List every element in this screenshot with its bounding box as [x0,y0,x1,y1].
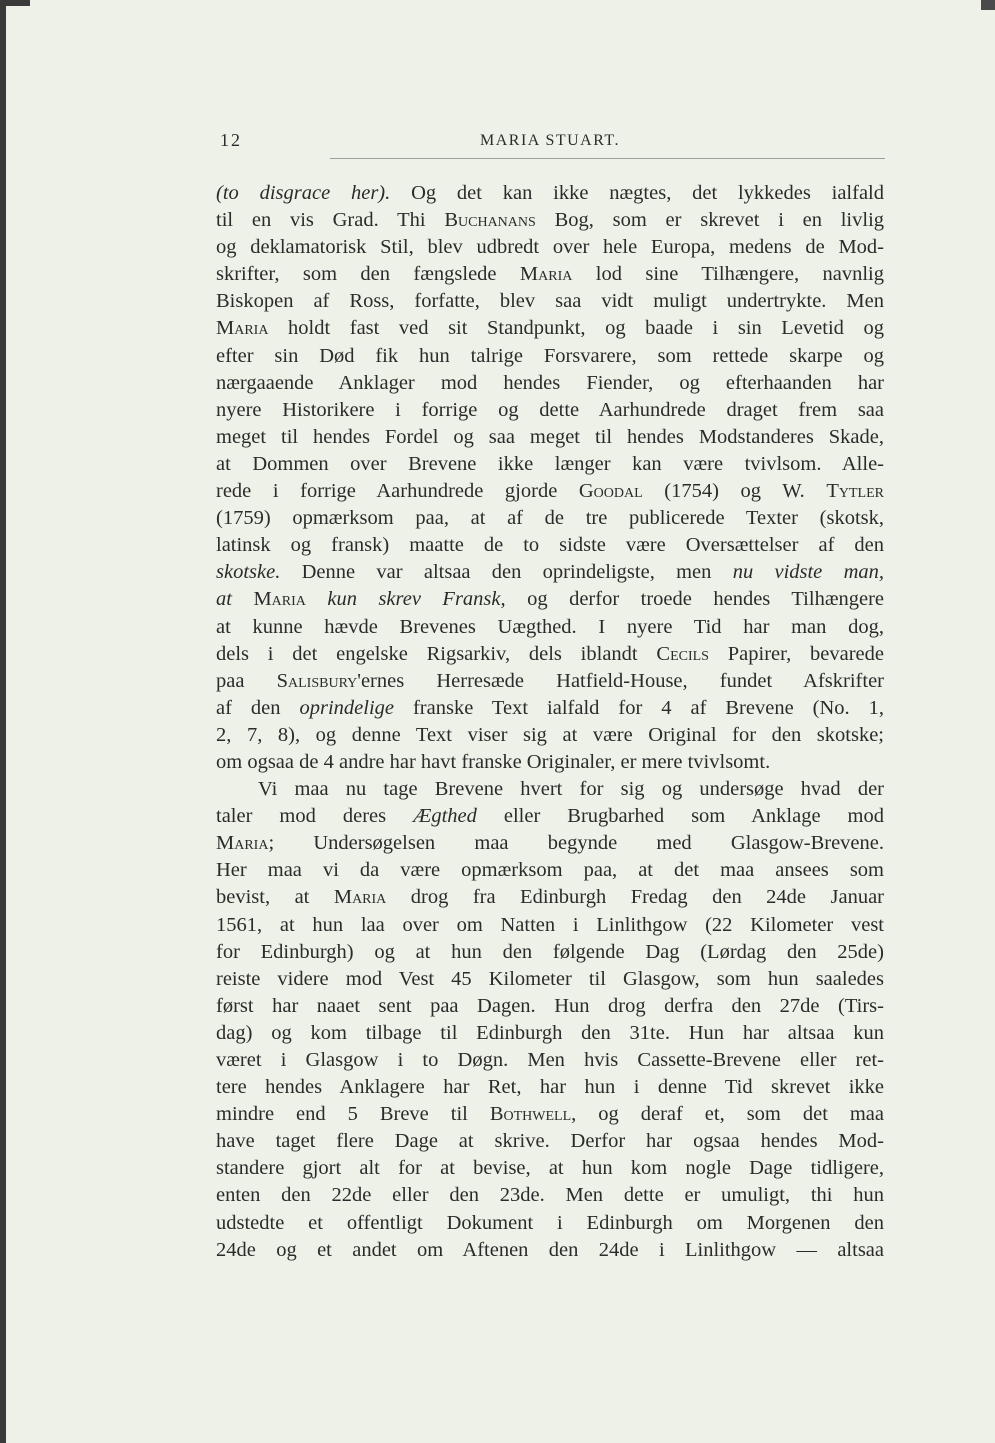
text-run: om ogsaa de 4 andre har havt franske Originaler, er mere tvivlsomt. [216,750,771,773]
small-caps-name: Salisbury [276,669,358,692]
text-run: lod sine Tilhængere, navnlig [595,263,884,286]
text-run: Vi maa nu tage Brevene hvert for sig og undersøge hvad der [258,778,884,801]
text-run: (1754) og W. [664,480,827,503]
text-run: tere hendes Anklagere har Ret, har hun i denne Tid skrevet ikke [216,1076,884,1099]
text-run: ; Undersøgelsen maa begynde med Glasgow-Brevene. [268,832,884,855]
text-run: rede i forrige Aarhundrede gjorde [216,480,579,503]
small-caps-name: Buchanans [444,209,536,232]
text-line [216,1155,884,1182]
italic-text: kun skrev Fransk, [327,588,506,611]
text-run: holdt fast ved sit Standpunkt, og baade i sin Levetid og [288,317,884,340]
text-run: Her maa vi da være opmærksom paa, at det maa ansees som [216,859,884,882]
text-run: latinsk og fransk) maatte de to sidste være Oversættelser af den [216,534,884,557]
text-run: udstedte et offentligt Dokument i Edinburgh om Morgenen den [216,1211,884,1234]
small-caps-name: Bothwell [489,1103,572,1126]
small-caps-name: Tytler [826,480,884,503]
text-run: af den [216,696,300,719]
text-run: 1561, at hun laa over om Natten i Linlithgow (22 Kilometer vest [216,913,884,936]
italic-text: at [216,588,254,611]
text-run: franske Text ialfald for 4 af Brevene (No. 1, [412,696,884,719]
running-title: MARIA STUART. [479,132,621,149]
text-run: og derfor troede hendes Tilhængere [527,588,884,611]
text-run: nærgaaende Anklager mod hendes Fiender, og efterhaanden har [216,371,884,394]
text-line [216,803,884,830]
small-caps-name: Goodal [578,480,643,503]
text-line [216,1210,884,1237]
text-line [216,586,884,613]
text-line [216,1020,884,1047]
text-line [216,207,884,234]
text-line [216,857,884,884]
text-line [216,641,884,668]
text-run: at Dommen over Brevene ikke længer kan være tvivlsom. Alle- [216,452,884,475]
text-run: dels i det engelske Rigsarkiv, dels iblandt [216,642,657,665]
text-line [216,478,884,505]
text-line [216,424,884,451]
text-run: 2, 7, 8), og denne Text viser sig at være Original for den skotske; [216,723,884,746]
text-run: til en vis Grad. Thi [216,209,445,232]
small-caps-name: Maria [253,588,306,611]
text-run: mindre end 5 Breve til [216,1103,490,1126]
text-run: meget til hendes Fordel og saa meget til hendes Modstanderes Skade, [216,425,884,448]
text-line [216,830,884,857]
text-run: Biskopen af Ross, forfatte, blev saa vidt muligt undertrykte. Men [216,290,884,313]
text-line [216,234,884,261]
text-run: 'ernes Herresæde Hatfield-House, fundet Afskrifter [357,669,884,692]
small-caps-name: Maria [216,317,269,340]
small-caps-name: Cecils [656,642,709,665]
text-line [216,993,884,1020]
text-line [216,776,884,803]
text-line [216,532,884,559]
text-line [216,722,884,749]
text-line [216,884,884,911]
text-line [216,912,884,939]
text-run: drog fra Edinburgh Fredag den 24de Januar [410,886,884,909]
text-run: skrifter, som den fængslede [216,263,520,286]
text-line [216,397,884,424]
text-line [216,1128,884,1155]
text-run: Papirer, bevarede [727,642,884,665]
italic-text: (to disgrace her). [216,182,391,204]
text-run: for Edinburgh) og at hun den følgende Dag (Lørdag den 25de) [216,940,884,963]
text-run: nyere Historikere i forrige og dette Aarhundrede draget frem saa [216,398,884,421]
italic-text: skotske. [216,561,281,584]
scan-corner-mark [981,0,995,10]
small-caps-name: Maria [216,832,269,855]
text-run: Og det kan ikke nægtes, det lykkedes ialfald [411,182,884,204]
small-caps-name: Maria [519,263,573,286]
text-run: taler mod deres [216,805,414,828]
page-header [218,126,882,156]
text-run: bevist, at [216,886,334,909]
text-run: eller Brugbarhed som Anklage mod [503,805,884,828]
text-line [216,261,884,288]
italic-text: Ægthed [413,805,477,828]
text-run: (1759) opmærksom paa, at af de tre publicerede Texter (skotsk, [216,507,884,530]
text-line [216,315,884,342]
text-run: Denne var altsaa den oprindeligste, men [301,561,733,584]
text-run: og deklamatorisk Stil, blev udbredt over hele Europa, medens de Mod- [216,236,884,259]
text-run: 24de og et andet om Aftenen den 24de i Linlithgow — altsaa [216,1238,884,1261]
text-line [216,614,884,641]
text-run: dag) og kom tilbage til Edinburgh den 31te. Hun har altsaa kun [216,1021,884,1044]
text-run: paa [216,669,277,692]
page-number: 12 [220,130,242,150]
text-line [216,1182,884,1209]
header-rule [330,158,885,159]
text-line [216,451,884,478]
text-line [216,668,884,695]
text-line [216,1237,884,1264]
scan-top-edge [0,0,30,6]
body-text [216,180,884,1264]
scan-left-edge [0,0,6,1443]
italic-text: oprindelige [299,696,394,719]
text-line [216,939,884,966]
text-run: været i Glasgow i to Døgn. Men hvis Cassette-Brevene eller ret- [216,1049,884,1071]
text-line [216,966,884,993]
text-line [216,1074,884,1101]
text-run: reiste videre mod Vest 45 Kilometer til Glasgow, som hun saaledes [216,967,884,990]
text-line [216,1101,884,1128]
text-line [216,180,884,207]
text-run: standere gjort alt for at bevise, at hun kom nogle Dage tidligere, [216,1157,884,1180]
small-caps-name: Maria [333,886,387,909]
text-line [216,343,884,370]
text-run: have taget flere Dage at skrive. Derfor har ogsaa hendes Mod- [216,1130,884,1153]
text-run: , og deraf et, som det maa [571,1103,884,1126]
text-line [216,288,884,315]
text-line [216,505,884,532]
text-line [216,749,884,776]
text-line [216,559,884,586]
text-line [216,1047,884,1074]
text-line [216,370,884,397]
text-run: Bog, som er skrevet i en livlig [554,209,884,232]
italic-text: nu vidste man, [732,561,884,584]
text-run: først har naaet sent paa Dagen. Hun drog derfra den 27de (Tirs- [216,994,884,1017]
text-run: efter sin Død fik hun talrige Forsvarere, som rettede skarpe og [216,344,884,367]
text-line [216,695,884,722]
text-run: enten den 22de eller den 23de. Men dette er umuligt, thi hun [216,1184,884,1207]
text-run: at kunne hævde Brevenes Uægthed. I nyere Tid har man dog, [216,615,884,638]
